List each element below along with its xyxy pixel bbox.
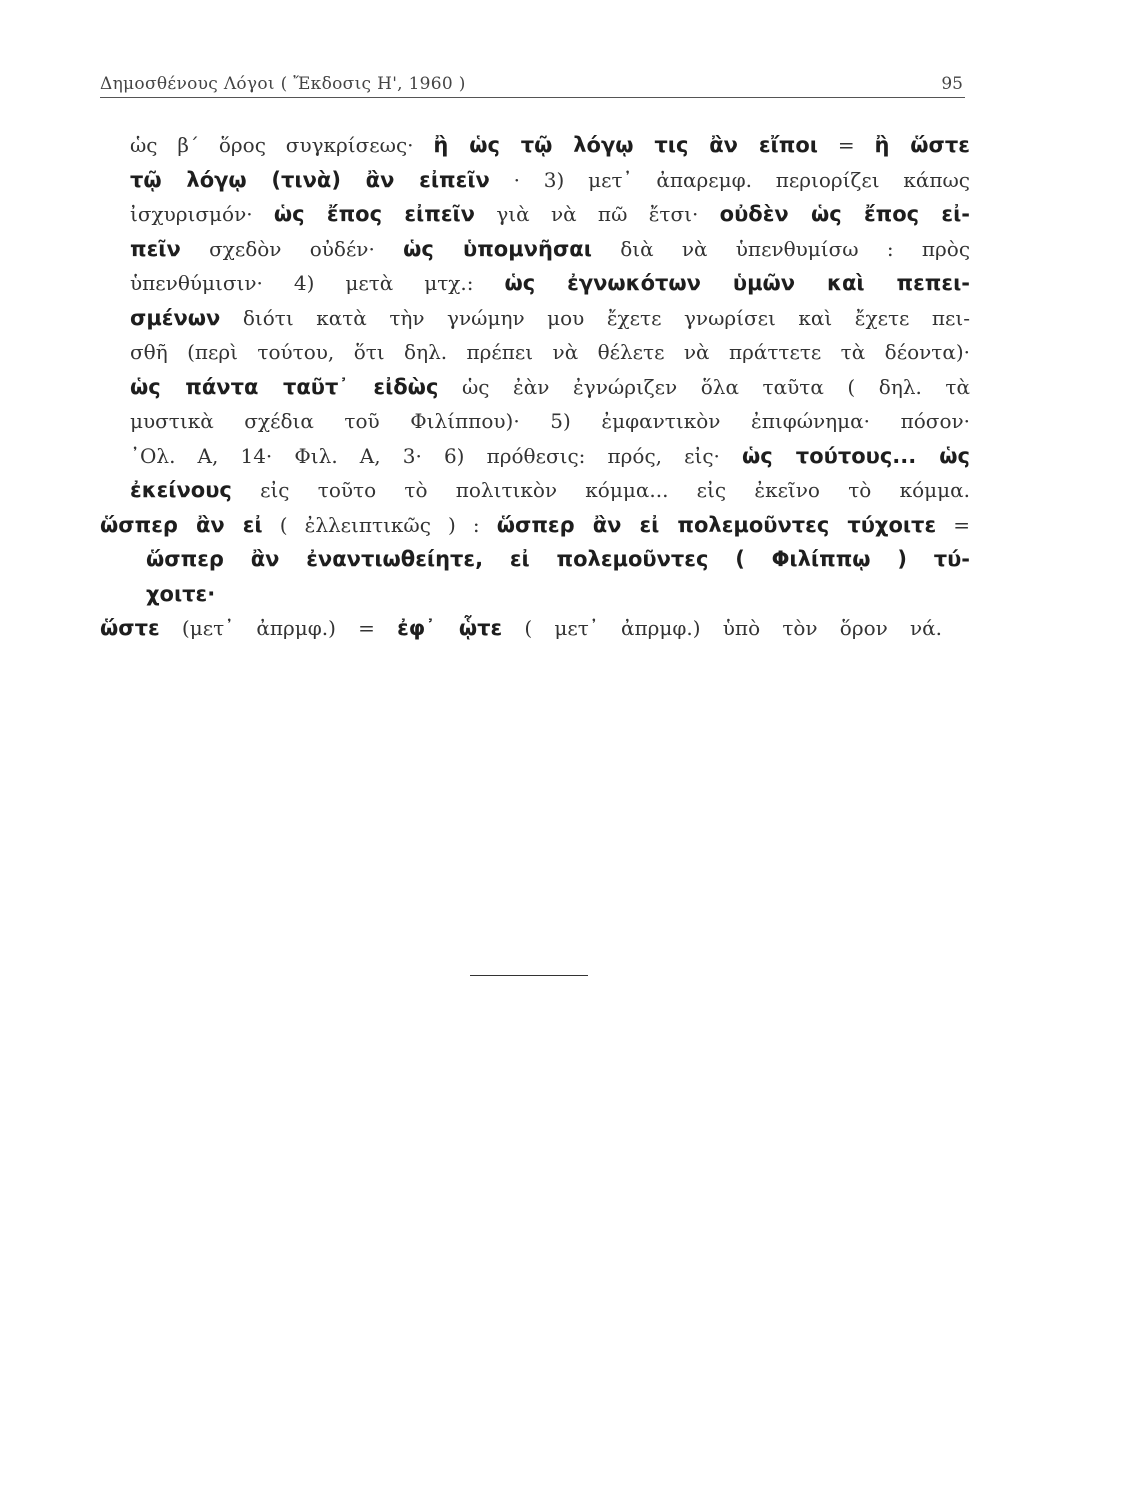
- entry-line: [100, 508, 970, 543]
- bold-phrase: πεῖν: [130, 236, 181, 261]
- text-run: ὡς β΄ ὅρος συγκρίσεως·: [130, 133, 434, 157]
- text-run: διότι κατὰ τὴν γνώμην μου ἔχετε γνωρίσει καὶ ἔχετε πει-: [220, 305, 970, 330]
- text-run: (μετ᾿ ἀπρμφ.) =: [159, 616, 398, 640]
- bold-phrase: ὡς ὑπομνῆσαι: [403, 236, 592, 261]
- text-line: [130, 335, 970, 370]
- text-run: ᾿Ολ. Α, 14· Φιλ. Α, 3· 6) πρόθεσις: πρός, εἰς·: [130, 443, 743, 468]
- text-line: [130, 266, 970, 301]
- text-run: σχεδὸν οὐδέν·: [180, 236, 404, 261]
- end-rule: [470, 975, 588, 976]
- bold-phrase: ὡς τούτους... ὡς: [742, 443, 970, 468]
- bold-phrase: ὡς πάντα ταῦτ᾿ εἰδὼς: [130, 374, 439, 399]
- running-title: Δημοσθένους Λόγοι ( Ἔκδοσις Η', 1960 ): [100, 74, 466, 94]
- page-number: 95: [941, 74, 963, 94]
- bold-phrase: ἐφ᾿ ᾧτε: [397, 616, 503, 640]
- text-run: ( ἐλλειπτικῶς ) :: [262, 512, 497, 537]
- text-run: εἰς τοῦτο τὸ πολιτικὸν κόμμα... εἰς ἐκεῖνο τὸ κόμμα.: [231, 478, 970, 502]
- text-run: ὡς ἐὰν ἐγνώριζεν ὅλα ταῦτα ( δηλ. τὰ: [438, 374, 970, 399]
- entry-headword: ὥστε: [100, 616, 160, 640]
- text-run: =: [936, 512, 970, 537]
- text-line: [130, 404, 970, 439]
- text-line: [130, 128, 970, 163]
- bold-phrase: χοιτε·: [146, 581, 216, 606]
- running-header: [100, 70, 965, 98]
- bold-phrase: τῷ λόγῳ (τινὰ) ἂν εἰπεῖν: [130, 167, 490, 192]
- bold-phrase: ὡς ἐγνωκότων ὑμῶν καὶ πεπει-: [504, 271, 970, 295]
- text-run: =: [817, 133, 875, 157]
- bold-phrase: ὥσπερ ἂν εἰ πολεμοῦντες τύχοιτε: [496, 512, 937, 537]
- entry-line: [100, 611, 942, 646]
- bold-phrase: ἐκείνους: [130, 478, 232, 502]
- text-run: σθῆ (περὶ τούτου, ὅτι δηλ. πρέπει νὰ θέλετε νὰ πράττετε τὰ δέοντα)·: [130, 340, 970, 364]
- text-line: [130, 301, 970, 336]
- bold-phrase: ἢ ὥστε: [874, 133, 970, 157]
- text-run: ( μετ᾿ ἀπρμφ.) ὑπὸ τὸν ὅρον νά.: [502, 616, 942, 640]
- text-line: [130, 232, 970, 267]
- bold-phrase: σμένων: [130, 305, 221, 330]
- bold-phrase: ἢ ὡς τῷ λόγῳ τις ἂν εἴποι: [433, 133, 818, 157]
- text-run: · 3) μετ᾿ ἀπαρεμφ. περιορίζει κάπως: [489, 167, 970, 192]
- text-line: [130, 197, 970, 232]
- text-line: [130, 439, 970, 474]
- text-line: [146, 577, 970, 612]
- text-line: [146, 542, 970, 577]
- text-run: μυστικὰ σχέδια τοῦ Φιλίππου)· 5) ἐμφαντικὸν ἐπιφώνημα· πόσον·: [130, 409, 970, 433]
- text-run: ἰσχυρισμόν·: [130, 202, 274, 226]
- entry-headword: ὥσπερ ἂν εἰ: [100, 512, 263, 537]
- text-line: [130, 473, 970, 508]
- page-body: [100, 128, 970, 646]
- text-run: ὑπενθύμισιν· 4) μετὰ μτχ.:: [130, 271, 505, 295]
- bold-phrase: ὡς ἔπος εἰπεῖν: [273, 202, 475, 226]
- text-line: [130, 163, 970, 198]
- text-line: [130, 370, 970, 405]
- bold-phrase: οὐδὲν ὡς ἔπος εἰ-: [719, 202, 970, 226]
- bold-phrase: ὥσπερ ἂν ἐναντιωθείητε, εἰ πολεμοῦντες ( Φιλίππῳ ) τύ-: [146, 547, 970, 571]
- text-run: διὰ νὰ ὑπενθυμίσω : πρὸς: [591, 236, 970, 261]
- text-run: γιὰ νὰ πῶ ἔτσι·: [475, 202, 720, 226]
